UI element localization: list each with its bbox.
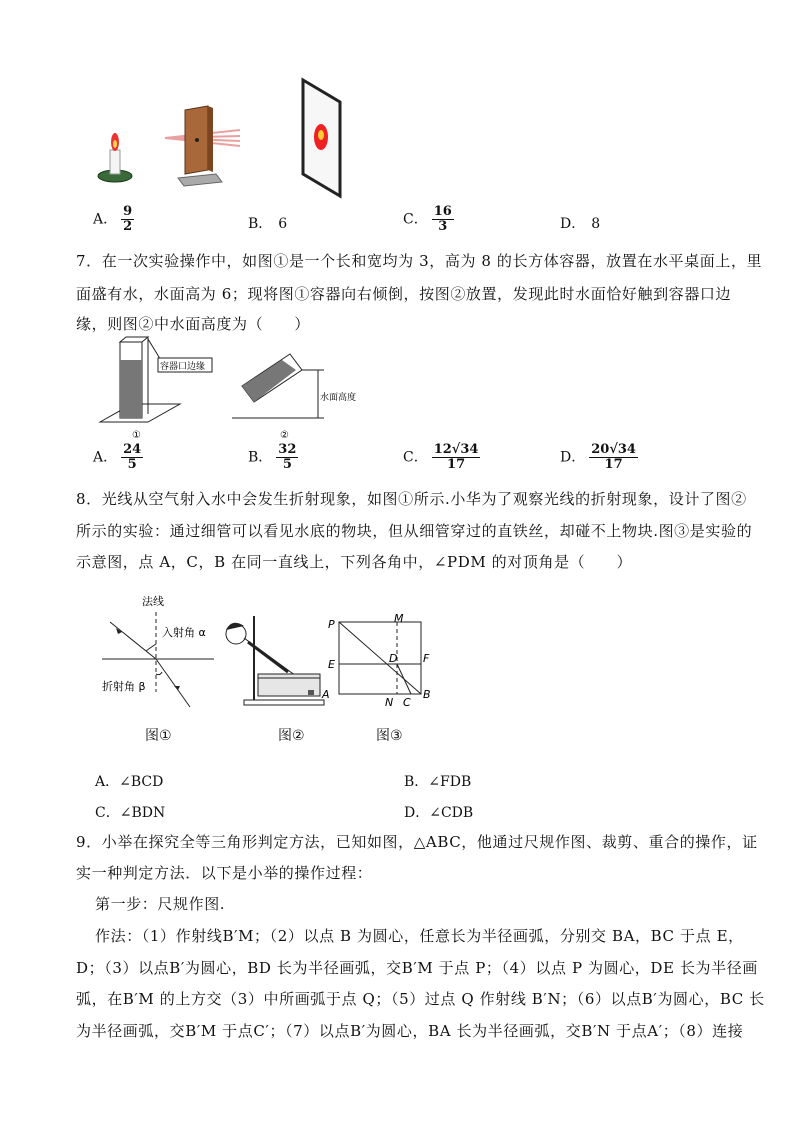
line-dc xyxy=(397,664,411,694)
q9-text-line3: 第一步：尺规作图. xyxy=(95,895,226,913)
q6-option-a: A． $\frac{9}{2}$ xyxy=(93,204,133,234)
point-e: E xyxy=(328,658,335,671)
q7-figure xyxy=(92,334,372,442)
fig-num-1: ① xyxy=(132,430,141,441)
q7-text-line3: 缘，则图②中水面高度为（ ） xyxy=(76,315,311,333)
water-tilted xyxy=(242,360,296,402)
q9-text-line2: 实一种判定方法．以下是小举的操作过程： xyxy=(76,864,373,882)
line-pb xyxy=(339,622,421,694)
board-stand xyxy=(178,174,222,186)
water-upright xyxy=(120,360,142,418)
q9-text-line4: 作法：（1）作射线B′M；（2）以点 B 为圆心，任意长为半径画弧，分别交 BA，BC 于点 E， xyxy=(95,927,744,945)
q9-text-line7: 为半径画弧，交B′M 于点C′；（7）以点B′为圆心，BA 长为半径画弧，交B′N 于点A′；（8）连接 xyxy=(76,1022,744,1040)
q7-option-a: A． $\frac{24}{5}$ xyxy=(93,442,142,472)
q8-option-c: C．∠BDN xyxy=(95,805,166,821)
incident-ray xyxy=(110,622,156,659)
q7-text-line2: 面盛有水，水面高为 6；现将图①容器向右倾倒，按图②放置，发现此时水面恰好触到容器口边 xyxy=(76,285,732,303)
point-n: N xyxy=(385,696,394,709)
point-d: D xyxy=(389,652,398,665)
fig-caption-2: 图② xyxy=(278,728,305,744)
q8-text-line2: 所示的实验：通过细管可以看见水底的物块，但从细管穿过的直铁丝，却碰不上物块.图③是实验的 xyxy=(76,522,753,540)
height-label: 水面高度 xyxy=(320,393,357,403)
block xyxy=(308,690,314,695)
q8-option-a: A．∠BCD xyxy=(95,774,164,790)
q7-option-d: D． $\frac{20√34}{17}$ xyxy=(560,442,636,472)
point-f: F xyxy=(423,652,430,665)
q8-figure-2 xyxy=(218,612,328,712)
incident-angle-label: 入射角 α xyxy=(162,626,206,639)
q8-figure-3 xyxy=(325,614,435,710)
point-b: B xyxy=(423,688,431,701)
svg-text:A: A xyxy=(322,688,330,701)
q9-text-line5: D；（3）以点B′为圆心，BD 长为半径画弧，交B′M 于点 P；（4）以点 P 为圆心，DE 长为半径画 xyxy=(76,959,758,977)
q6-figure xyxy=(90,78,360,198)
fig-caption-3: 图③ xyxy=(376,728,403,744)
q9-text-line6: 弧，在B′M 的上方交（3）中所画弧于点 Q；（5）过点 Q 作射线 B′N；（6）以点B′为圆心，BC 长 xyxy=(76,990,765,1008)
fig-caption-1: 图① xyxy=(145,728,172,744)
point-m: M xyxy=(394,612,404,625)
q6-option-d: D． 8 xyxy=(560,216,601,232)
q7-text-line1: 7．在一次实验操作中，如图①是一个长和宽均为 3，高为 8 的长方体容器，放置在水平桌面上，里 xyxy=(76,252,763,270)
refracted-ray xyxy=(156,659,190,707)
candle xyxy=(110,150,120,174)
point-c: C xyxy=(403,696,411,709)
normal-label: 法线 xyxy=(142,595,164,608)
fig-num-2: ② xyxy=(280,430,289,441)
q7-option-b: B． $\frac{32}{5}$ xyxy=(248,442,297,472)
q8-option-d: D．∠CDB xyxy=(404,805,474,821)
q6-option-c: C． $\frac{16}{3}$ xyxy=(403,204,452,234)
rim-label: 容器口边缘 xyxy=(160,362,206,372)
q8-text-line3: 示意图，点 A，C，B 在同一直线上，下列各角中，∠PDM 的对顶角是（ ） xyxy=(76,553,633,571)
q8-text-line1: 8．光线从空气射入水中会发生折射现象，如图①所示.小华为了观察光线的折射现象，设计了图② xyxy=(76,490,747,508)
q8-figure-1 xyxy=(98,592,228,712)
q6-option-b: B． 6 xyxy=(248,216,288,232)
refraction-angle-label: 折射角 β xyxy=(102,680,146,693)
point-p: P xyxy=(328,618,335,631)
q7-option-c: C． $\frac{12√34}{17}$ xyxy=(403,442,479,472)
q9-text-line1: 9．小举在探究全等三角形判定方法，已知如图，△ABC，他通过尺规作图、裁剪、重合的操作，证 xyxy=(76,833,758,851)
q8-option-b: B．∠FDB xyxy=(404,774,472,790)
